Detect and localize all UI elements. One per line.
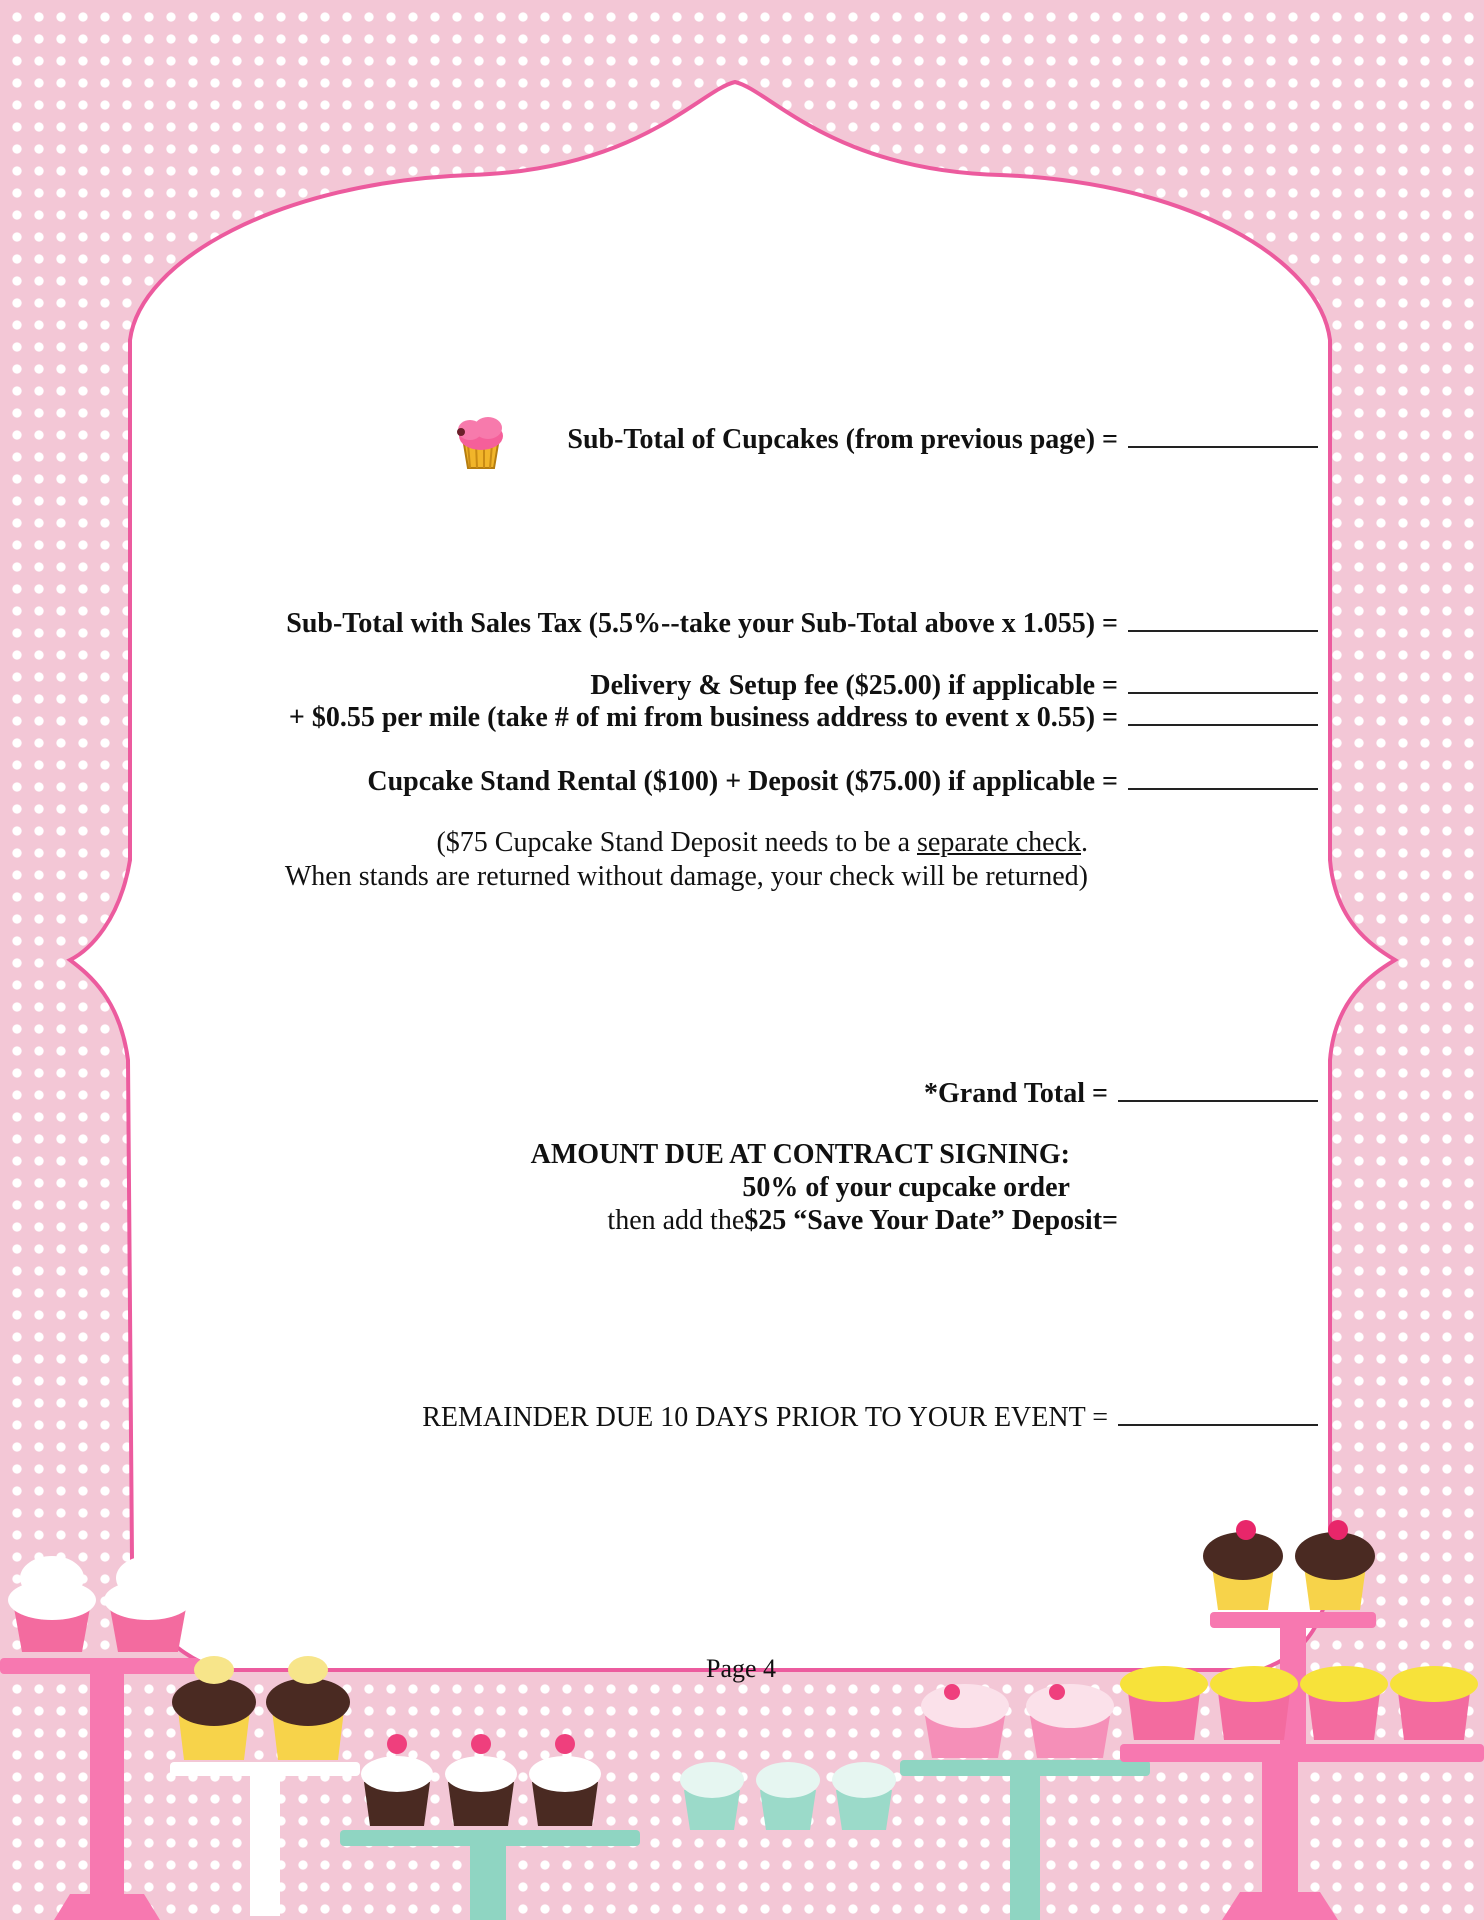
subtotal-cupcakes-label: Sub-Total of Cupcakes (from previous page) = (567, 424, 1118, 455)
cupcake-icon (450, 410, 512, 472)
remainder-label: REMAINDER DUE 10 DAYS PRIOR TO YOUR EVENT = (422, 1402, 1108, 1433)
stand-rental-line (367, 764, 1318, 798)
deposit-note (285, 826, 1088, 894)
subtotal-cupcakes-line (567, 422, 1318, 456)
amount-due-block (531, 1138, 1318, 1237)
delivery-fee-line (590, 668, 1318, 702)
per-mile-line (289, 700, 1318, 734)
separate-check-text: separate check (917, 827, 1081, 858)
amount-due-percent: 50% of your cupcake order (742, 1172, 1070, 1203)
amount-due-deposit-line (531, 1204, 1318, 1237)
delivery-fee-label: Delivery & Setup fee ($25.00) if applicable = (590, 670, 1118, 701)
subtotal-tax-line (286, 606, 1318, 640)
save-your-date-text: $25 “Save Your Date” Deposit (744, 1205, 1103, 1236)
deposit-note-text: ($75 Cupcake Stand Deposit needs to be a (436, 827, 917, 858)
amount-due-then-add: then add the (607, 1205, 745, 1236)
per-mile-blank[interactable] (1128, 700, 1318, 726)
deposit-note-period: . (1081, 827, 1088, 858)
stand-rental-blank[interactable] (1128, 764, 1318, 790)
grand-total-label: *Grand Total = (923, 1078, 1108, 1109)
deposit-note-line1 (285, 826, 1088, 860)
amount-due-equals: = (1102, 1205, 1118, 1236)
remainder-line (422, 1400, 1318, 1434)
cupcake-decoration (0, 1490, 1484, 1920)
deposit-note-line2: When stands are returned without damage, your check will be returned) (284, 861, 1088, 892)
subtotal-cupcakes-blank[interactable] (1128, 422, 1318, 448)
grand-total-line (924, 1076, 1318, 1110)
amount-due-blank[interactable] (1118, 1207, 1318, 1229)
page-number: Page 4 (706, 1654, 777, 1683)
grand-total-blank[interactable] (1118, 1076, 1318, 1102)
subtotal-tax-blank[interactable] (1128, 606, 1318, 632)
remainder-blank[interactable] (1118, 1400, 1318, 1426)
amount-due-heading: AMOUNT DUE AT CONTRACT SIGNING: (530, 1139, 1070, 1170)
per-mile-label: + $0.55 per mile (take # of mi from business address to event x 0.55) = (288, 702, 1118, 733)
stand-rental-label: Cupcake Stand Rental ($100) + Deposit ($75.00) if applicable = (367, 766, 1118, 797)
delivery-fee-blank[interactable] (1128, 668, 1318, 694)
subtotal-tax-label: Sub-Total with Sales Tax (5.5%--take your Sub-Total above x 1.055) = (286, 608, 1118, 639)
